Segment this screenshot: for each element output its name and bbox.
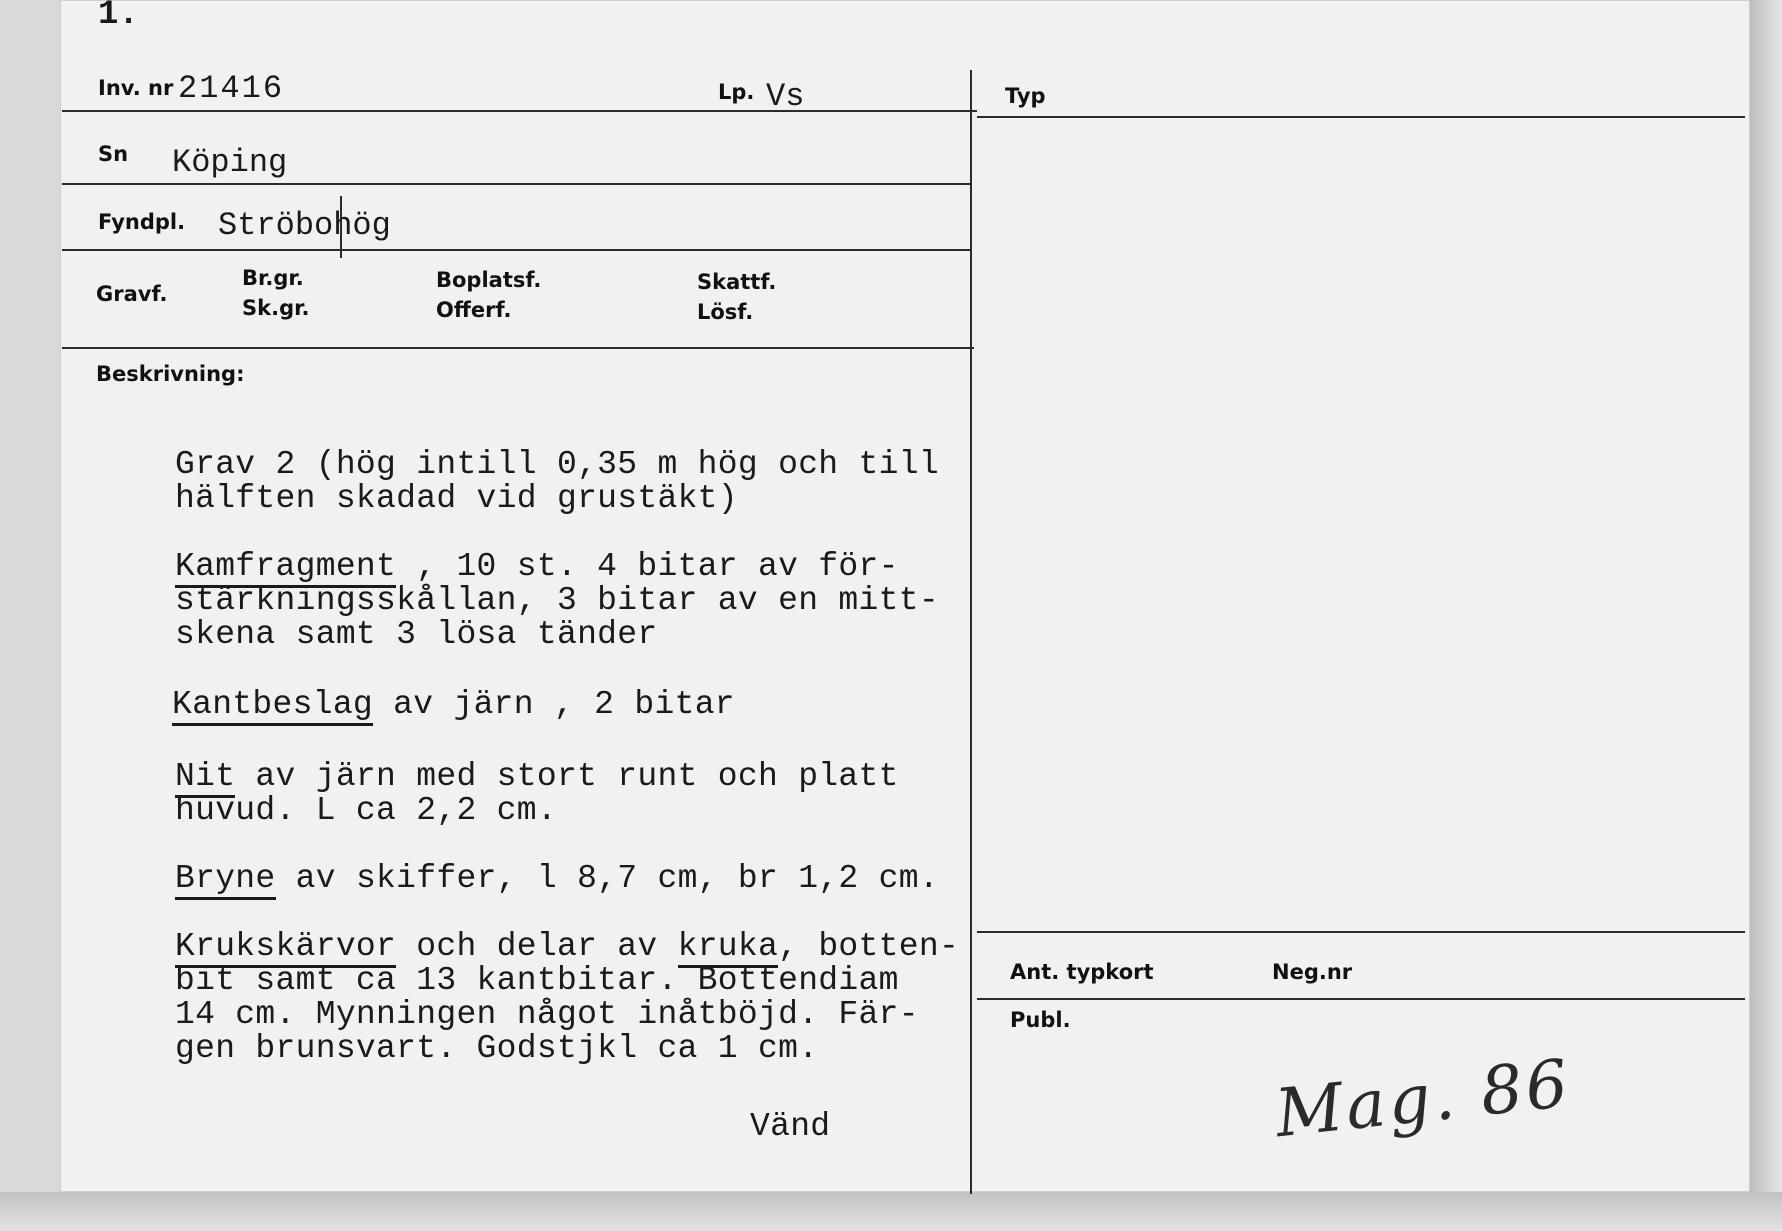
desc-p6-mid: och delar av — [396, 928, 678, 965]
rule-sn — [62, 183, 972, 185]
boplatsf-label: Boplatsf. — [436, 268, 542, 292]
typ-label: Typ — [1005, 84, 1046, 108]
desc-p4-rest: av järn med stort runt och platt — [235, 758, 899, 795]
desc-p2-rest: , 10 st. 4 bitar av för- — [396, 548, 899, 585]
desc-p2-line3: skena samt 3 lösa tänder — [175, 616, 658, 653]
inv-label: Inv. nr — [98, 76, 174, 100]
sn-value: Köping — [172, 144, 288, 181]
desc-p6-line1 — [175, 930, 959, 964]
rule-header-right — [977, 116, 1745, 118]
rule-fyndpl — [62, 249, 972, 251]
term-kantbeslag: Kantbeslag — [172, 686, 373, 726]
card-number: 1. — [98, 0, 139, 34]
sn-label: Sn — [98, 142, 129, 166]
desc-p3-rest: av järn , 2 bitar — [373, 686, 735, 723]
column-divider — [970, 70, 972, 1194]
lp-value: Vs — [766, 78, 805, 115]
term-nit: Nit — [175, 758, 235, 798]
brgr-label: Br.gr. — [242, 266, 304, 290]
desc-p5 — [175, 862, 939, 896]
desc-p6-line3: 14 cm. Mynningen något inåtböjd. Fär- — [175, 996, 919, 1033]
lp-label: Lp. — [718, 80, 755, 104]
desc-p1-line2: hälften skadad vid grustäkt) — [175, 480, 738, 517]
negnr-label: Neg.nr — [1272, 960, 1353, 984]
fyndpl-label: Fyndpl. — [98, 210, 186, 234]
desc-p3 — [172, 688, 735, 722]
desc-p5-rest: av skiffer, l 8,7 cm, br 1,2 cm. — [275, 860, 939, 897]
desc-p4-line1 — [175, 760, 899, 794]
desc-p4-line2: huvud. L ca 2,2 cm. — [175, 792, 557, 829]
skattf-label: Skattf. — [697, 270, 777, 294]
fyndpl-value: Ströbohög — [218, 207, 391, 244]
term-kamfragment: Kamfragment — [175, 548, 396, 588]
skgr-label: Sk.gr. — [242, 296, 310, 320]
rule-gravf — [62, 347, 974, 349]
desc-p1-line1: Grav 2 (hög intill 0,35 m hög och till — [175, 446, 939, 483]
term-kruka: kruka — [678, 928, 779, 968]
offerf-label: Offerf. — [436, 298, 512, 322]
desc-p6-rest: , botten- — [778, 928, 960, 965]
publ-label: Publ. — [1010, 1008, 1071, 1032]
rule-header — [62, 110, 977, 112]
losf-label: Lösf. — [697, 300, 754, 324]
desc-p2-line1 — [175, 550, 899, 584]
handwritten-note: Mag. 86 — [1271, 1044, 1575, 1153]
term-bryne: Bryne — [175, 860, 276, 900]
desc-p6-line4: gen brunsvart. Godstjkl ca 1 cm. — [175, 1030, 819, 1067]
ant-typkort-label: Ant. typkort — [1010, 960, 1154, 984]
gravf-label: Gravf. — [96, 282, 168, 306]
vand-label: Vänd — [750, 1108, 831, 1145]
desc-p2-line2: stärkningsskållan, 3 bitar av en mitt- — [175, 582, 939, 619]
term-krukskarvor: Krukskärvor — [175, 928, 396, 968]
scan-edge-right — [1750, 0, 1782, 1231]
beskrivning-label: Beskrivning: — [96, 362, 245, 386]
scan-edge-bottom — [0, 1192, 1782, 1231]
desc-p6-line2: bit samt ca 13 kantbitar. Bottendiam — [175, 962, 899, 999]
rule-typ-bottom — [977, 931, 1745, 933]
rule-ant-typkort — [977, 998, 1745, 1000]
inv-value: 21416 — [178, 70, 285, 107]
